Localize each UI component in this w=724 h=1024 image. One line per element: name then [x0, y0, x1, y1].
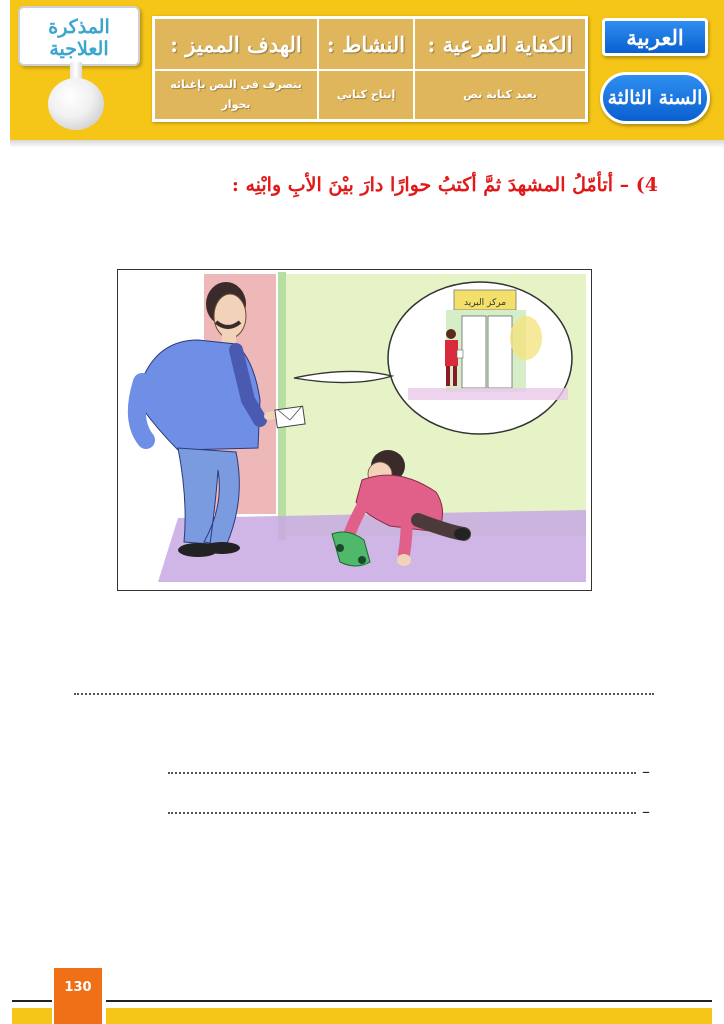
toy-car-wheel-1: [336, 544, 344, 552]
footer-band-right: [106, 1008, 712, 1024]
toy-car-wheel-2: [358, 556, 366, 564]
logo-ball-icon: [48, 78, 104, 130]
father-face: [214, 294, 246, 338]
father-arm-left: [137, 382, 146, 440]
question-text: 4) – أتأمّلُ المشهدَ ثمَّ أكتبُ حوارًا دارَ بيْنَ الأبِ وابْنِه :: [231, 174, 658, 196]
small-boy-leg-left: [446, 366, 450, 386]
activity-value: إنتاج كتابي: [318, 70, 414, 120]
father-trousers: [178, 448, 239, 546]
info-table: [152, 16, 588, 122]
small-boy-leg-right: [453, 366, 457, 386]
door-frame: [278, 272, 286, 540]
small-boy-head: [446, 329, 456, 339]
activity-label: النشاط :: [318, 18, 414, 70]
subject-badge: العربية: [602, 18, 708, 56]
post-office-door-right: [488, 316, 512, 388]
footer-band-left: [12, 1008, 52, 1024]
post-office-sign-text: مركز البريد: [463, 298, 507, 308]
goal-label: الهدف المميز :: [154, 18, 318, 70]
scene-illustration: [117, 269, 592, 591]
header-shadow: [10, 140, 724, 148]
footer-rule-left: [12, 1000, 52, 1002]
answer-dash-1: –: [642, 762, 650, 781]
bubble-ground: [408, 388, 568, 400]
competency-label: الكفاية الفرعية :: [414, 18, 586, 70]
logo-text: المذكرة العلاجية: [48, 16, 110, 60]
year-badge: السنة الثالثة: [600, 72, 710, 124]
answer-dash-2: –: [642, 802, 650, 821]
boy-shoe: [454, 528, 470, 540]
boy-arm-right: [404, 504, 407, 554]
answer-line-1[interactable]: [74, 693, 654, 695]
small-letter: [457, 350, 463, 358]
competency-value: يعيد كتابة نص: [414, 70, 586, 120]
answer-line-2[interactable]: [168, 772, 636, 774]
goal-value: يتصرف في النص بإغنائه بحوار: [154, 70, 318, 120]
post-office-door-left: [462, 316, 486, 388]
post-office-light: [510, 316, 542, 360]
small-boy-body: [445, 340, 458, 366]
logo-box: [18, 6, 140, 66]
boy-hand: [397, 554, 411, 566]
father-shoe-right: [204, 542, 240, 554]
footer-rule-right: [106, 1000, 712, 1002]
answer-line-3[interactable]: [168, 812, 636, 814]
scene-drawing: [118, 270, 590, 589]
letter-envelope: [275, 406, 305, 428]
page-number: 130: [54, 968, 102, 1024]
